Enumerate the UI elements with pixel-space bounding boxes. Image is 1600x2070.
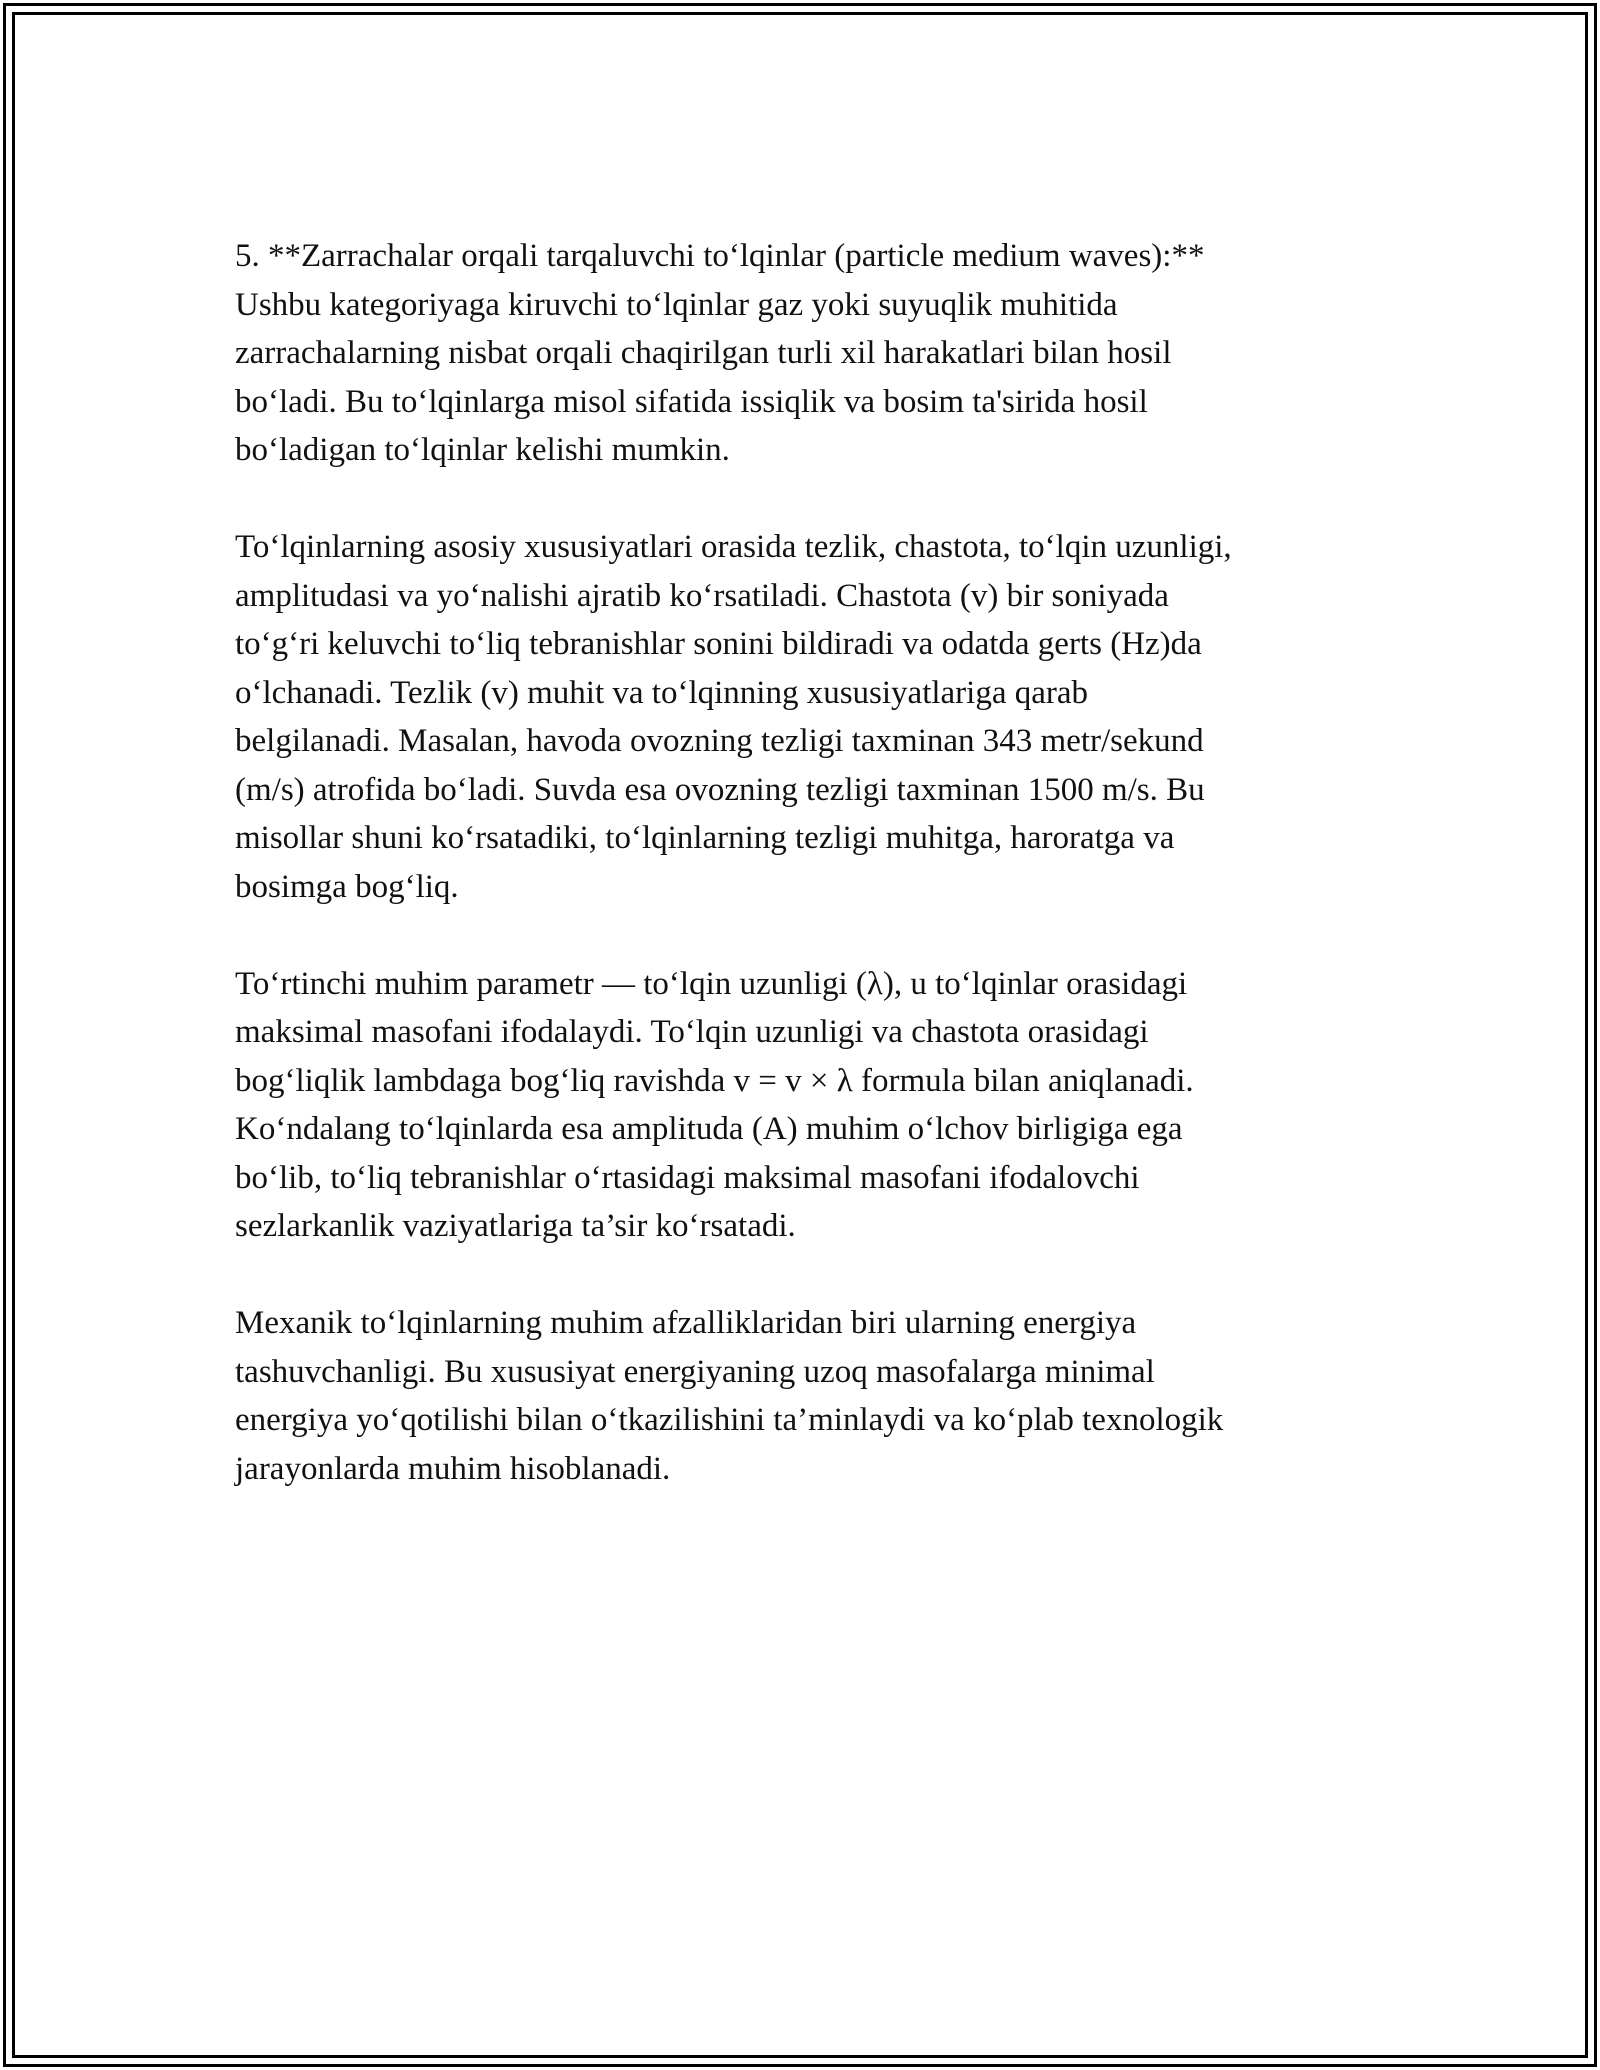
document-body — [235, 232, 1365, 1493]
paragraph-energy-transfer: Mexanik to‘lqinlarning muhim afzalliklaridan biri ularning energiya tashuvchanligi. Bu xususiyat energiyaning uzoq masofalarga minimal energiya yo‘qotilishi bilan o‘tkazilishini ta’minlaydi va ko‘plab texnologik jarayonlarda muhim hisoblanadi. — [235, 1305, 1224, 1487]
paragraph-wavelength: To‘rtinchi muhim parametr — to‘lqin uzunligi (λ), u to‘lqinlar orasidagi maksimal masofani ifodalaydi. To‘lqin uzunligi va chastota orasidagi bog‘liqlik lambdaga bog‘liq ravishda v = v × λ formula bilan aniqlanadi. Ko‘ndalang to‘lqinlarda esa amplituda (A) muhim o‘lchov birligiga ega bo‘lib, to‘liq tebranishlar o‘rtasidagi maksimal masofani ifodalovchi sezlarkanlik vaziyatlariga ta’sir ko‘rsatadi. — [235, 965, 1194, 1244]
paragraph-wave-properties: To‘lqinlarning asosiy xususiyatlari orasida tezlik, chastota, to‘lqin uzunligi, amplitudasi va yo‘nalishi ajratib ko‘rsatiladi. Chastota (v) bir soniyada to‘g‘ri keluvchi to‘liq tebranishlar sonini bildiradi va odatda gerts (Hz)da o‘lchanadi. Tezlik (v) muhit va to‘lqinning xususiyatlariga qarab belgilanadi. Masalan, havoda ovozning tezligi taxminan 343 metr/sekund (m/s) atrofida bo‘ladi. Suvda esa ovozning tezligi taxminan 1500 m/s. Bu misollar shuni ko‘rsatadiki, to‘lqinlarning tezligi muhitga, haroratga va bosimga bog‘liq. — [235, 529, 1232, 905]
paragraph-particle-medium-waves: 5. **Zarrachalar orqali tarqaluvchi to‘lqinlar (particle medium waves):** Ushbu kategoriyaga kiruvchi to‘lqinlar gaz yoki suyuqlik muhitida zarrachalarning nisbat orqali chaqirilgan turli xil harakatlari bilan hosil bo‘ladi. Bu to‘lqinlarga misol sifatida issiqlik va bosim ta'sirida hosil bo‘ladigan to‘lqinlar kelishi mumkin. — [235, 238, 1205, 468]
